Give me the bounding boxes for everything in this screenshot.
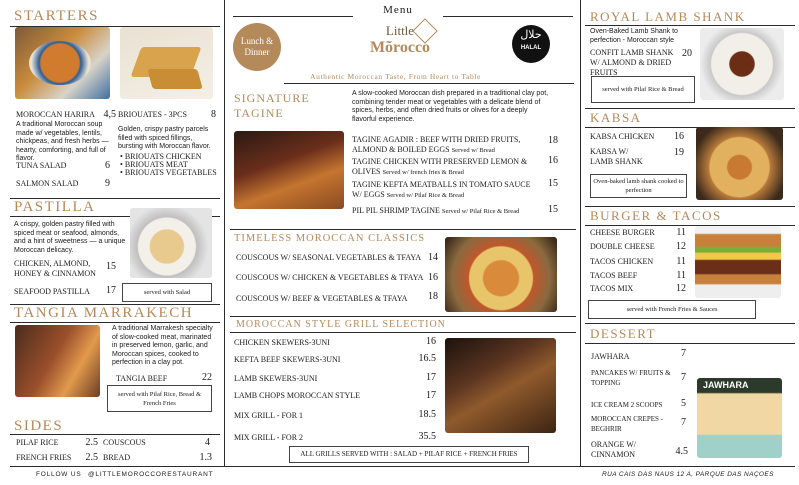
address: RUA CAIS DAS NAUS 12 A, PARQUE DAS NAÇOES [602, 471, 774, 478]
item-bread: BREAD [103, 453, 131, 462]
divider [585, 206, 795, 207]
item-pastilla-chicken: CHICKEN, ALMOND, HONEY & CINNAMON [14, 259, 96, 278]
divider [230, 332, 576, 333]
lamb-note: served with Pilaf Rice & Bread [591, 76, 695, 103]
lunch-dinner-badge: Lunch & Dinner [233, 23, 281, 71]
logo-line1: Little [385, 23, 415, 38]
price-tagine-pilpil: 15 [548, 204, 558, 215]
column-divider [224, 0, 225, 466]
grill-note: ALL GRILLS SERVED WITH : SALAD + PILAF RICE + FRENCH FRIES [289, 446, 529, 463]
price-couscous-chicken: 16 [428, 272, 438, 283]
divider [284, 83, 574, 84]
item-pastilla-seafood: SEAFOOD PASTILLA [14, 287, 90, 296]
divider [443, 16, 573, 17]
tangia-title: TANGIA MARRAKECH [14, 305, 194, 321]
price-bread: 1.3 [199, 452, 212, 463]
sides-title: SIDES [14, 418, 64, 434]
item-tagine-agadir: TAGINE AGADIR : BEEF WITH DRIED FRUITS, ALMOND & BOILED EGGS Served w/ Bread [352, 135, 521, 154]
price-mixgrill-1: 18.5 [418, 409, 436, 420]
item-jawhara: JAWHARA [591, 352, 630, 361]
price-pastilla-chicken: 15 [106, 261, 116, 272]
item-kabsa-lamb: KABSA W/ LAMB SHANK [590, 147, 643, 166]
item-grill-lamb: LAMB SKEWERS-3UNI [234, 374, 318, 383]
divider [10, 322, 220, 323]
item-tagine-chicken: TAGINE CHICKEN WITH PRESERVED LEMON & OLIVES Served w/ french fries & Bread [352, 157, 528, 176]
price-couscous-veg: 14 [428, 252, 438, 263]
price-salmon: 9 [105, 178, 110, 189]
desc-tangia: A traditional Marrakesh specialty of slow-cooked meat, marinated in preserved lemon, garlic, and Moroccan spices, cooked to perfection in a clay pot. [112, 325, 213, 366]
harira-photo [15, 27, 110, 99]
burger-title: BURGER & TACOS [590, 208, 722, 223]
price-mixgrill-2: 35.5 [418, 431, 436, 442]
lamb-title: ROYAL LAMB SHANK [590, 9, 746, 24]
lamb-photo [700, 28, 784, 100]
price-tagine-chicken: 16 [548, 155, 558, 166]
couscous-photo [445, 237, 557, 312]
desc-pastilla: A crispy, golden pastry filled with spiced meat or seafood, almonds, and a hint of sweetness — a unique Moroccan delicacy. [14, 221, 126, 254]
desc-briouates: Golden, crispy pastry parcels filled with spiced fillings, bursting with Moroccan flavor. [118, 126, 211, 150]
item-grill-kefta: KEFTA BEEF SKEWERS-3UNI [234, 355, 341, 364]
column-divider [580, 0, 581, 466]
burger-note: served with French Fries & Sauces [588, 300, 756, 319]
halal-label: HALAL [520, 45, 542, 51]
price-harira: 4,5 [103, 109, 116, 120]
price-grill-kefta: 16.5 [418, 353, 436, 364]
logo-line2: Mõrocco [369, 39, 431, 56]
item-mixgrill-2: MIX GRILL - FOR 2 [234, 433, 304, 442]
price-cheese-burger: 11 [676, 227, 686, 238]
item-orange: ORANGE W/ CINNAMON [591, 440, 636, 459]
item-briouates: BRIOUATES - 3PCS [118, 110, 187, 119]
divider [230, 229, 576, 230]
list-item: • BRIOUATS VEGETABLES [120, 168, 217, 177]
item-mixgrill-1: MIX GRILL - FOR 1 [234, 411, 304, 420]
dessert-photo-label: JAWHARA [703, 380, 749, 390]
classics-title: TIMELESS MOROCCAN CLASSICS [234, 233, 426, 244]
divider [585, 108, 795, 109]
price-lamb-shank: 20 [682, 48, 692, 59]
item-grill-chops: LAMB CHOPS MOROCCAN STYLE [234, 391, 361, 400]
item-tangia-beef: TANGIA BEEF [116, 374, 168, 383]
item-tagine-kefta: TAGINE KEFTA MEATBALLS IN TOMATO SAUCE W/ EGGS Served w/ Pilaf Rice & Bread [352, 180, 531, 199]
item-lamb-shank: CONFIT LAMB SHANK W/ ALMOND & DRIED FRUITS [590, 48, 674, 77]
divider [585, 343, 795, 344]
price-fries: 2.5 [85, 452, 98, 463]
divider [233, 16, 353, 17]
item-kabsa-chicken: KABSA CHICKEN [590, 132, 655, 141]
price-tacos-chicken: 11 [676, 256, 686, 267]
footer-divider [10, 466, 795, 467]
item-couscous-chicken: COUSCOUS W/ CHICKEN & VEGETABLES & TFAYA [236, 273, 424, 282]
dessert-photo [697, 378, 782, 458]
item-grill-chicken: CHICKEN SKEWERS-3UNI [234, 338, 330, 347]
desc-lamb: Oven-Baked Lamb Shank to perfection - Moroccan style [590, 28, 678, 44]
price-tagine-kefta: 15 [548, 178, 558, 189]
price-double-cheese: 12 [676, 241, 686, 252]
tangia-note: served with Pilaf Rice, Bread & French Fries [107, 385, 212, 412]
list-item: • BRIOUATS MEAT [120, 160, 188, 169]
price-tagine-agadir: 18 [548, 135, 558, 146]
item-fries: FRENCH FRIES [16, 453, 72, 462]
item-harira: MOROCCAN HARIRA [16, 110, 95, 119]
kabsa-title: KABSA [590, 110, 642, 125]
item-beghrir: MOROCCAN CREPES - BEGHRIR [591, 415, 663, 433]
price-pancakes: 7 [681, 372, 686, 383]
desc-harira: A traditional Moroccan soup made w/ vegetables, lentils, chickpeas, and fresh herbs — hearty, comforting, and full of flavor. [16, 121, 109, 162]
briouates-photo [120, 27, 213, 99]
divider [585, 25, 795, 26]
dessert-title: DESSERT [590, 326, 657, 341]
grill-photo [445, 338, 556, 433]
price-kabsa-chicken: 16 [674, 131, 684, 142]
item-pancakes: PANCAKES W/ FRUITS & TOPPING [591, 369, 671, 387]
divider [585, 323, 795, 324]
list-item: • BRIOUATS CHICKEN [120, 152, 202, 161]
price-couscous-beef: 18 [428, 291, 438, 302]
tangia-photo [15, 325, 100, 397]
follow-label: FOLLOW US [36, 471, 82, 478]
item-double-cheese: DOUBLE CHEESE [590, 242, 655, 251]
divider [10, 434, 220, 435]
item-cheese-burger: CHEESE BURGER [590, 228, 655, 237]
halal-arabic: حلال [520, 29, 542, 41]
item-tuna: TUNA SALAD [16, 161, 67, 170]
price-tacos-beef: 11 [676, 270, 686, 281]
social-handle[interactable]: @LITTLEMOROCCORESTAURANT [88, 471, 214, 478]
price-tuna: 6 [105, 160, 110, 171]
item-tacos-chicken: TACOS CHICKEN [590, 257, 654, 266]
tagline: Authentic Moroccan Taste, From Heart to Table [310, 72, 481, 81]
item-tacos-mix: TACOS MIX [590, 284, 634, 293]
item-couscous-side: COUSCOUS [103, 438, 146, 447]
item-couscous-veg: COUSCOUS W/ SEASONAL VEGETABLES & TFAYA [236, 253, 422, 262]
burger-photo [695, 226, 781, 298]
price-pilaf: 2.5 [85, 437, 98, 448]
price-ice-cream: 5 [681, 398, 686, 409]
starters-title: STARTERS [14, 8, 99, 24]
price-pastilla-seafood: 17 [106, 285, 116, 296]
price-kabsa-lamb: 19 [674, 147, 684, 158]
price-couscous-side: 4 [205, 437, 210, 448]
price-jawhara: 7 [681, 348, 686, 359]
pastilla-photo [130, 208, 212, 278]
pastilla-note: served with Salad [122, 283, 212, 302]
price-grill-chicken: 16 [426, 336, 436, 347]
price-tangia-beef: 22 [202, 372, 212, 383]
item-ice-cream: ICE CREAM 2 SCOOPS [591, 401, 663, 409]
price-grill-lamb: 17 [426, 372, 436, 383]
item-tacos-beef: TACOS BEEF [590, 271, 638, 280]
grill-title: MOROCCAN STYLE GRILL SELECTION [236, 319, 446, 330]
pastilla-title: PASTILLA [14, 199, 96, 215]
price-orange: 4.5 [675, 446, 688, 457]
divider [230, 316, 576, 317]
item-couscous-beef: COUSCOUS W/ BEEF & VEGETABLES & TFAYA [236, 294, 408, 303]
price-grill-chops: 17 [426, 390, 436, 401]
halal-badge [512, 25, 550, 63]
desc-tagine: A slow-cooked Moroccan dish prepared in a traditional clay pot, combining tender meat or vegetables with a delicate blend of spices, herbs, and often dried fruits or olives for a deeply flavorful experience. [352, 90, 549, 123]
price-tacos-mix: 12 [676, 283, 686, 294]
price-briouates: 8 [211, 109, 216, 120]
kabsa-note: Oven-baked lamb shank cooked to perfection [590, 174, 687, 198]
item-pilaf: PILAF RICE [16, 438, 59, 447]
kabsa-photo [696, 127, 783, 200]
price-beghrir: 7 [681, 417, 686, 428]
item-tagine-pilpil: PIL PIL SHRIMP TAGINE Served w/ Pilaf Rice & Bread [352, 206, 520, 215]
item-salmon: SALMON SALAD [16, 179, 79, 188]
tagine-title: SIGNATURE TAGINE [234, 91, 310, 120]
tagine-photo [234, 131, 344, 209]
menu-title: Menu [383, 4, 413, 16]
